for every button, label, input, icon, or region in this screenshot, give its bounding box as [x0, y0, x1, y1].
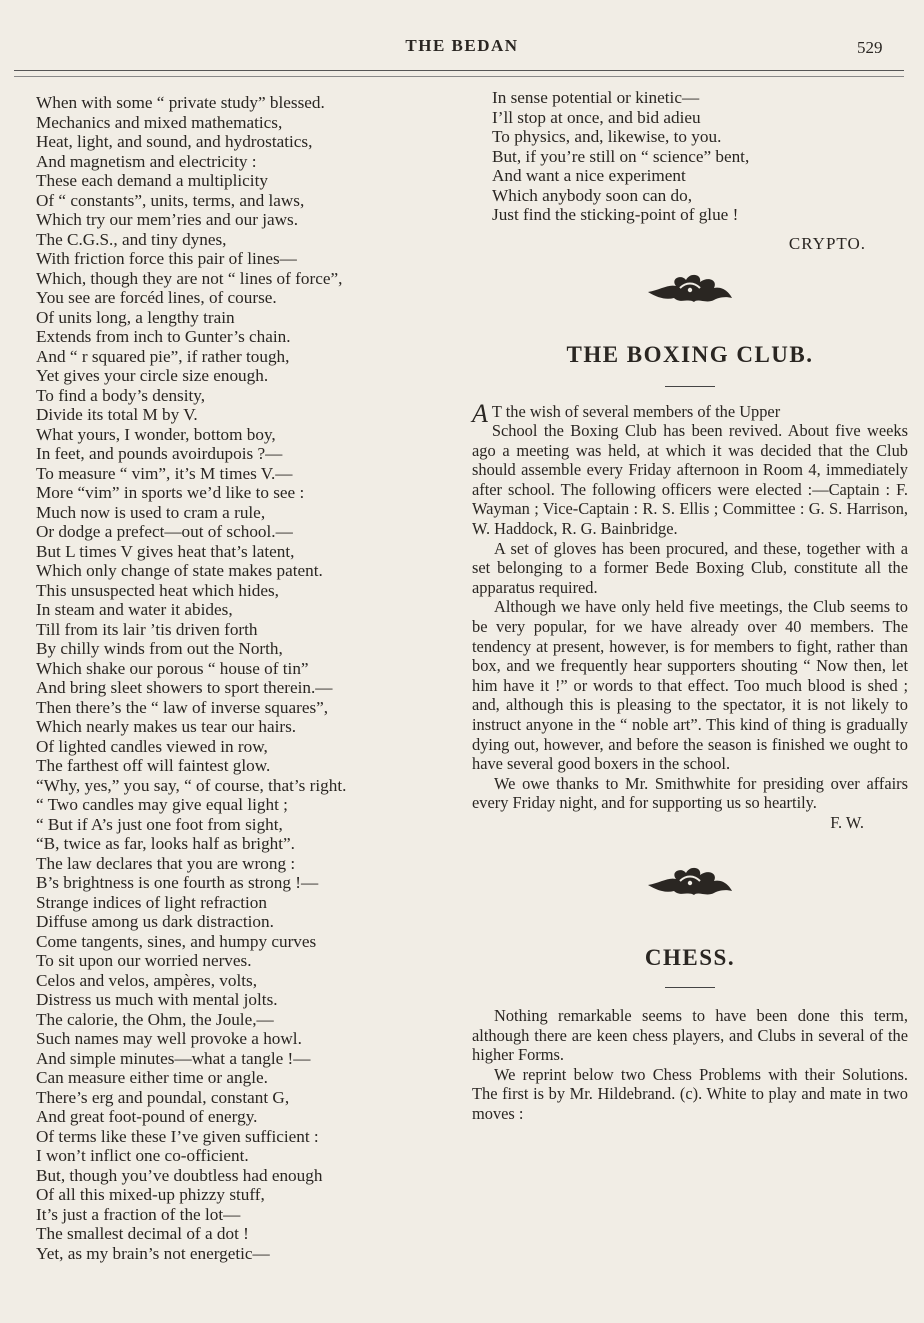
poem-line: Yet gives your circle size enough. — [36, 366, 269, 385]
chess-paragraph-2: We reprint below two Chess Problems with their Solutions. The first is by Mr. Hildebrand. (c). White to play and mate in two moves : — [472, 1064, 908, 1123]
poem-line: In steam and water it abides, — [36, 600, 233, 619]
boxing-paragraph-1 — [472, 398, 908, 539]
poem-line: When with some “ private study” blessed. — [36, 93, 325, 112]
poem-line: The calorie, the Ohm, the Joule,— — [36, 1009, 274, 1029]
chess-title: CHESS. — [644, 944, 736, 970]
poem-line: And great foot-pound of energy. — [36, 1107, 258, 1126]
poem-signature: CRYPTO. — [788, 233, 866, 253]
right-column — [472, 88, 908, 1124]
page-number: 529 — [857, 38, 883, 57]
chess-paragraph-1: Nothing remarkable seems to have been done this term, although there are keen chess players, and Clubs in several of the higher Forms. — [472, 1005, 908, 1065]
poem-line: Then there’s the “ law of inverse squares”, — [36, 697, 329, 717]
boxing-p4-text: We owe thanks to Mr. Smithwhite for presiding over affairs every Friday night, and for supporting us so heartily. — [472, 773, 908, 813]
poem-line: Mechanics and mixed mathematics, — [36, 112, 283, 132]
poem-line: But, if you’re still on “ science” bent, — [492, 146, 750, 166]
boxing-paragraph-3: Although we have only held five meetings, the Club seems to be very popular, for we have already over 40 members. The tendency at present, however, is for members to fight, rather than box, and we frequently hear supporters shouting “ Now then, let him have it !” or words to that effect. Too much blood is shed ; and, although this is pleasing to the spectator, it is not likely to instruct anyone in the “ noble art”. This kind of thing is gradually dying out, however, and before the season is finished we ought to have several good boxers in the school. — [472, 597, 908, 774]
poem-line: To sit upon our worried nerves. — [36, 951, 252, 970]
poem-line: The farthest off will faintest glow. — [36, 756, 271, 775]
poem-line: But L times V gives heat that’s latent, — [36, 541, 295, 561]
poem-line: Diffuse among us dark distraction. — [36, 912, 274, 931]
poem-line: The law declares that you are wrong : — [36, 853, 296, 873]
poem-line: And magnetism and electricity : — [36, 151, 257, 171]
poem-line: Distress us much with mental jolts. — [36, 990, 278, 1009]
poem-line: These each demand a multiplicity — [36, 171, 268, 190]
poem-line: To measure “ vim”, it’s M times V.— — [36, 463, 293, 483]
poem-line: Which shake our porous “ house of tin” — [36, 658, 309, 678]
poem-line: Of units long, a lengthy train — [36, 307, 235, 327]
poem-line: Which, though they are not “ lines of force”, — [36, 268, 343, 288]
poem-line: I’ll stop at once, and bid adieu — [492, 107, 701, 127]
poem-line: In sense potential or kinetic— — [492, 88, 700, 107]
ornament-fleuron — [472, 861, 908, 905]
poem-line: Of “ constants”, units, terms, and laws, — [36, 190, 305, 210]
poem-line: Which try our mem’ries and our jaws. — [36, 210, 299, 229]
poem-line: “Why, yes,” you say, “ of course, that’s right. — [36, 775, 347, 795]
poem-line: But, though you’ve doubtless had enough — [36, 1165, 323, 1185]
left-column — [36, 93, 456, 1263]
poem-line: Yet, as my brain’s not energetic— — [36, 1243, 270, 1263]
poem-line: Or dodge a prefect—out of school.— — [36, 522, 293, 541]
poem-line: Extends from inch to Gunter’s chain. — [36, 327, 291, 346]
poem-line: Which nearly makes us tear our hairs. — [36, 717, 297, 736]
header-rule — [14, 70, 904, 77]
ornament-fleuron — [472, 268, 908, 312]
poem-line: Heat, light, and sound, and hydrostatics, — [36, 132, 313, 151]
boxing-p1-rest: About five weeks ago a meeting was held, at which it was decided that the Club should assemble every Friday afternoon in Room 4, immediately after school. The following officers were elected :—Captain : F. Wayman ; Vice-Captain : R. S. Ellis ; Committee : G. S. Harrison, W. Haddock, R. G. Bainbridge. — [472, 421, 908, 539]
poem-line: The smallest decimal of a dot ! — [36, 1224, 249, 1243]
poem-line: Till from its lair ’tis driven forth — [36, 619, 258, 639]
poem-line: With friction force this pair of lines— — [36, 249, 297, 268]
poem-line: Celos and velos, ampères, volts, — [36, 970, 258, 990]
poem-line: You see are forcéd lines, of course. — [36, 288, 277, 307]
poem-line: This unsuspected heat which hides, — [36, 580, 279, 600]
page-header — [0, 30, 924, 66]
boxing-paragraph-2: A set of gloves has been procured, and these, together with a set belonging to a former Bede Boxing Club, constitute all the apparatus required. — [472, 538, 908, 597]
boxing-club-title: THE BOXING CLUB. — [566, 341, 814, 367]
poem-line: To find a body’s density, — [36, 385, 206, 405]
poem-line: Much now is used to cram a rule, — [36, 502, 266, 522]
poem-line: Such names may well provoke a howl. — [36, 1029, 302, 1048]
poem-line: What yours, I wonder, bottom boy, — [36, 424, 276, 444]
poem-line: By chilly winds from out the North, — [36, 639, 283, 658]
poem-line: Divide its total M by V. — [36, 405, 198, 424]
boxing-signature: F. W. — [830, 812, 864, 832]
poem — [36, 93, 456, 1263]
poem-line: In feet, and pounds avoirdupois ?— — [36, 444, 283, 463]
poem-line: Can measure either time or angle. — [36, 1068, 268, 1087]
poem-line: And simple minutes—what a tangle !— — [36, 1048, 311, 1068]
poem-line: I won’t inflict one co-officient. — [36, 1146, 249, 1165]
poem-line: Of terms like these I’ve given sufficient : — [36, 1126, 319, 1146]
running-title: THE BEDAN — [405, 36, 519, 55]
poem-line: It’s just a fraction of the lot— — [36, 1204, 241, 1224]
poem-line: And “ r squared pie”, if rather tough, — [36, 346, 290, 366]
boxing-p1-line2: School the Boxing Club has been revived. — [491, 421, 783, 441]
poem-line: More “vim” in sports we’d like to see : — [36, 483, 305, 502]
poem-line: Which anybody soon can do, — [492, 185, 692, 205]
poem-line: And want a nice experiment — [492, 166, 686, 185]
boxing-paragraph-4 — [472, 773, 908, 832]
poem-line: Of lighted candles viewed in row, — [36, 736, 268, 756]
poem-line: Which only change of state makes patent. — [36, 561, 323, 580]
poem-line: Of all this mixed-up phizzy stuff, — [36, 1185, 265, 1204]
poem-line: There’s erg and poundal, constant G, — [36, 1087, 290, 1107]
poem-line: Come tangents, sines, and humpy curves — [36, 931, 317, 951]
poem-line: To physics, and, likewise, to you. — [492, 127, 722, 146]
boxing-p1-line1: T the wish of several members of the Upper — [491, 401, 781, 421]
poem-line: The C.G.S., and tiny dynes, — [36, 229, 227, 249]
poem-line: Just find the sticking-point of glue ! — [492, 205, 739, 224]
poem-line: Strange indices of light refraction — [36, 892, 267, 912]
drop-cap: A — [472, 398, 488, 428]
poem-line: “B, twice as far, looks half as bright”. — [36, 834, 295, 853]
poem-continuation — [472, 88, 908, 225]
poem-line: “ Two candles may give equal light ; — [36, 795, 288, 814]
poem-line: B’s brightness is one fourth as strong !— — [36, 873, 319, 892]
poem-line: “ But if A’s just one foot from sight, — [36, 814, 283, 834]
poem-line: And bring sleet showers to sport therein.— — [36, 678, 333, 697]
